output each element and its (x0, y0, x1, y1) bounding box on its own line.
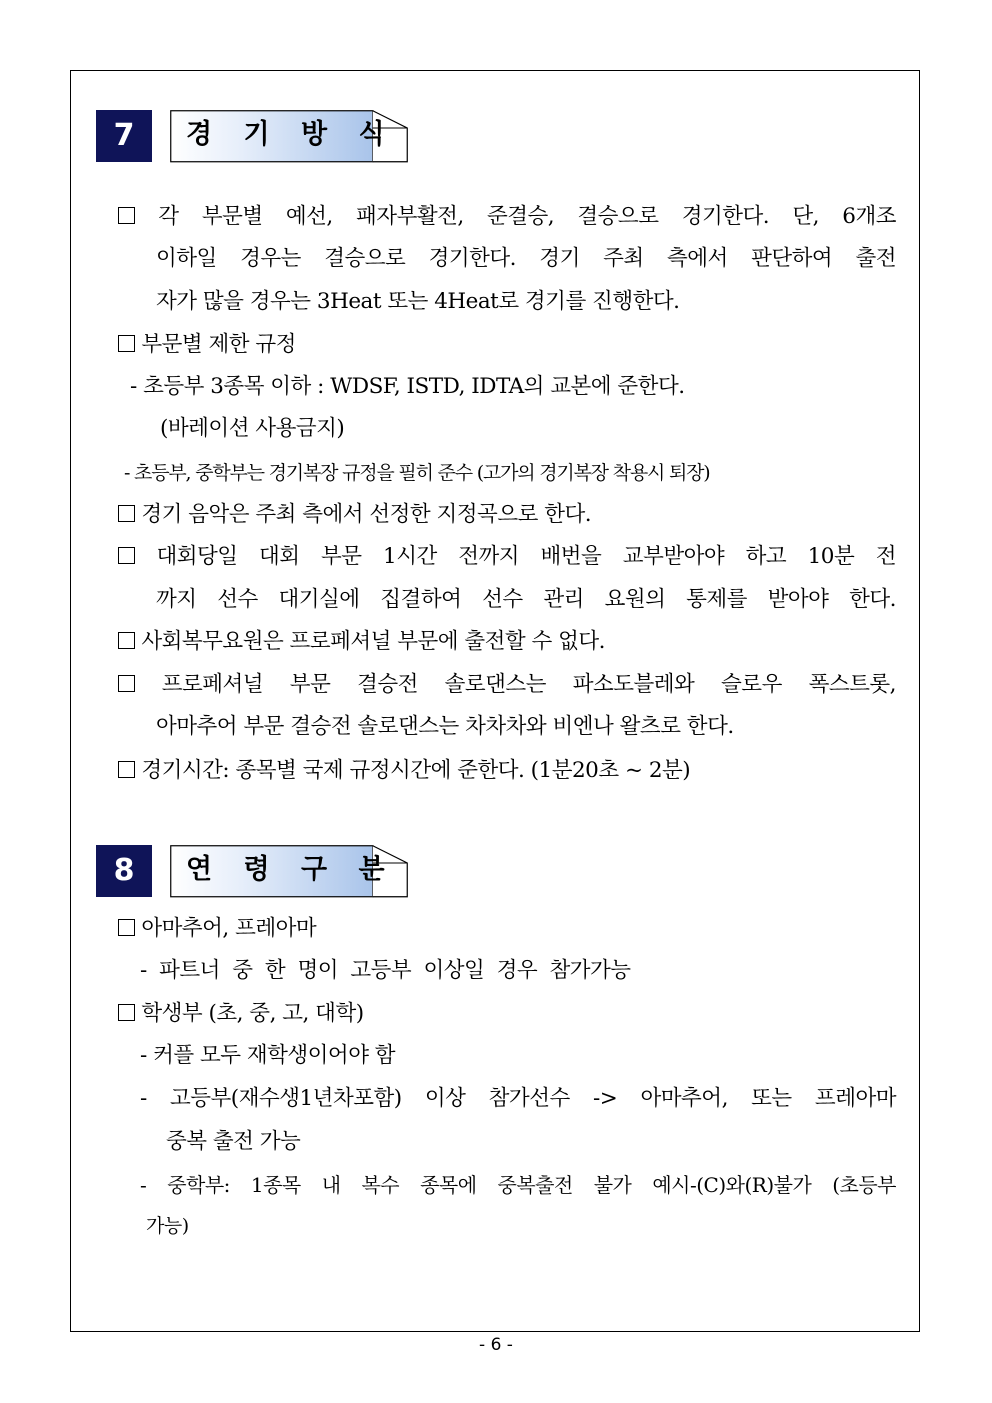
sub-item (140, 1085, 896, 1113)
body-text: 경기시간: 종목별 국제 규정시간에 준한다. (1분20초 ~ 2분) (141, 758, 691, 783)
list-item-continuation (156, 245, 896, 273)
body-text: 경기 음악은 주최 측에서 선정한 지정곡으로 한다. (141, 502, 592, 527)
body-text: (바레이션 사용금지) (160, 416, 345, 441)
body-text: 각 부문별 예선, 패자부활전, 준결승, 결승으로 경기한다. 단, 6개조 (158, 204, 896, 229)
list-item-continuation (156, 713, 734, 741)
sub-item (130, 373, 685, 401)
list-item (118, 1000, 364, 1028)
sub-item-continuation (166, 1128, 300, 1156)
sub-item (124, 459, 710, 487)
list-item (118, 628, 605, 656)
list-item (118, 331, 296, 359)
checkbox-square-icon (118, 547, 135, 564)
body-text: 까지 선수 대기실에 집결하여 선수 관리 요원의 통제를 받아야 한다. (156, 587, 896, 612)
body-text: - 초등부 3종목 이하 : WDSF, ISTD, IDTA의 교본에 준한다. (130, 374, 685, 399)
body-text: 학생부 (초, 중, 고, 대학) (141, 1001, 364, 1026)
body-text: - 커플 모두 재학생이어야 함 (140, 1043, 396, 1068)
body-text: - 초등부, 중학부는 경기복장 규정을 필히 준수 (고가의 경기복장 착용시 퇴장) (124, 462, 710, 484)
list-item (118, 203, 896, 231)
section-7-title: 경 기 방 식 (186, 119, 396, 150)
list-item-continuation (156, 288, 679, 316)
page-number: - 6 - (479, 1335, 513, 1355)
body-text: - 파트너 중 한 명이 고등부 이상일 경우 참가가능 (140, 958, 631, 983)
sub-item (140, 957, 631, 985)
list-item (118, 543, 896, 571)
sub-item (140, 1042, 395, 1070)
body-text: 가능) (146, 1215, 189, 1237)
list-item (118, 757, 690, 785)
section-8-title: 연 령 구 분 (186, 854, 396, 885)
list-item (118, 915, 316, 943)
body-text: 프로페셔널 부문 결승전 솔로댄스는 파소도블레와 슬로우 폭스트롯, (161, 672, 896, 697)
checkbox-square-icon (118, 919, 135, 936)
checkbox-square-icon (118, 675, 135, 692)
sub-item-continuation (146, 1212, 189, 1240)
checkbox-square-icon (118, 1004, 135, 1021)
section-7-title-box (170, 110, 408, 162)
list-item (118, 501, 591, 529)
checkbox-square-icon (118, 761, 135, 778)
body-text: 사회복무요원은 프로페셔널 부문에 출전할 수 없다. (141, 629, 606, 654)
body-text: 부문별 제한 규정 (141, 332, 296, 357)
checkbox-square-icon (118, 505, 135, 522)
list-item (118, 671, 896, 699)
section-8-number: 8 (96, 845, 152, 897)
body-text: 대회당일 대회 부문 1시간 전까지 배번을 교부받아야 하고 10분 전 (156, 544, 896, 569)
list-item-continuation (156, 586, 896, 614)
body-text: 아마추어, 프레아마 (141, 916, 317, 941)
body-text: - 중학부: 1종목 내 복수 종목에 중복출전 불가 예시-(C)와(R)불가 (초등부 (140, 1173, 896, 1197)
sub-item-continuation (160, 415, 344, 443)
body-text: 이하일 경우는 결승으로 경기한다. 경기 주최 측에서 판단하여 출전 (156, 246, 896, 271)
body-text: - 고등부(재수생1년차포함) 이상 참가선수 -> 아마추어, 또는 프레아마 (140, 1086, 896, 1111)
section-8-title-box (170, 845, 408, 897)
sub-item (140, 1171, 896, 1199)
section-7-number: 7 (96, 110, 152, 162)
checkbox-square-icon (118, 632, 135, 649)
body-text: 아마추어 부문 결승전 솔로댄스는 차차차와 비엔나 왈츠로 한다. (156, 714, 734, 739)
body-text: 중복 출전 가능 (166, 1129, 301, 1154)
checkbox-square-icon (118, 335, 135, 352)
body-text: 자가 많을 경우는 3Heat 또는 4Heat로 경기를 진행한다. (156, 289, 680, 314)
checkbox-square-icon (118, 207, 135, 224)
